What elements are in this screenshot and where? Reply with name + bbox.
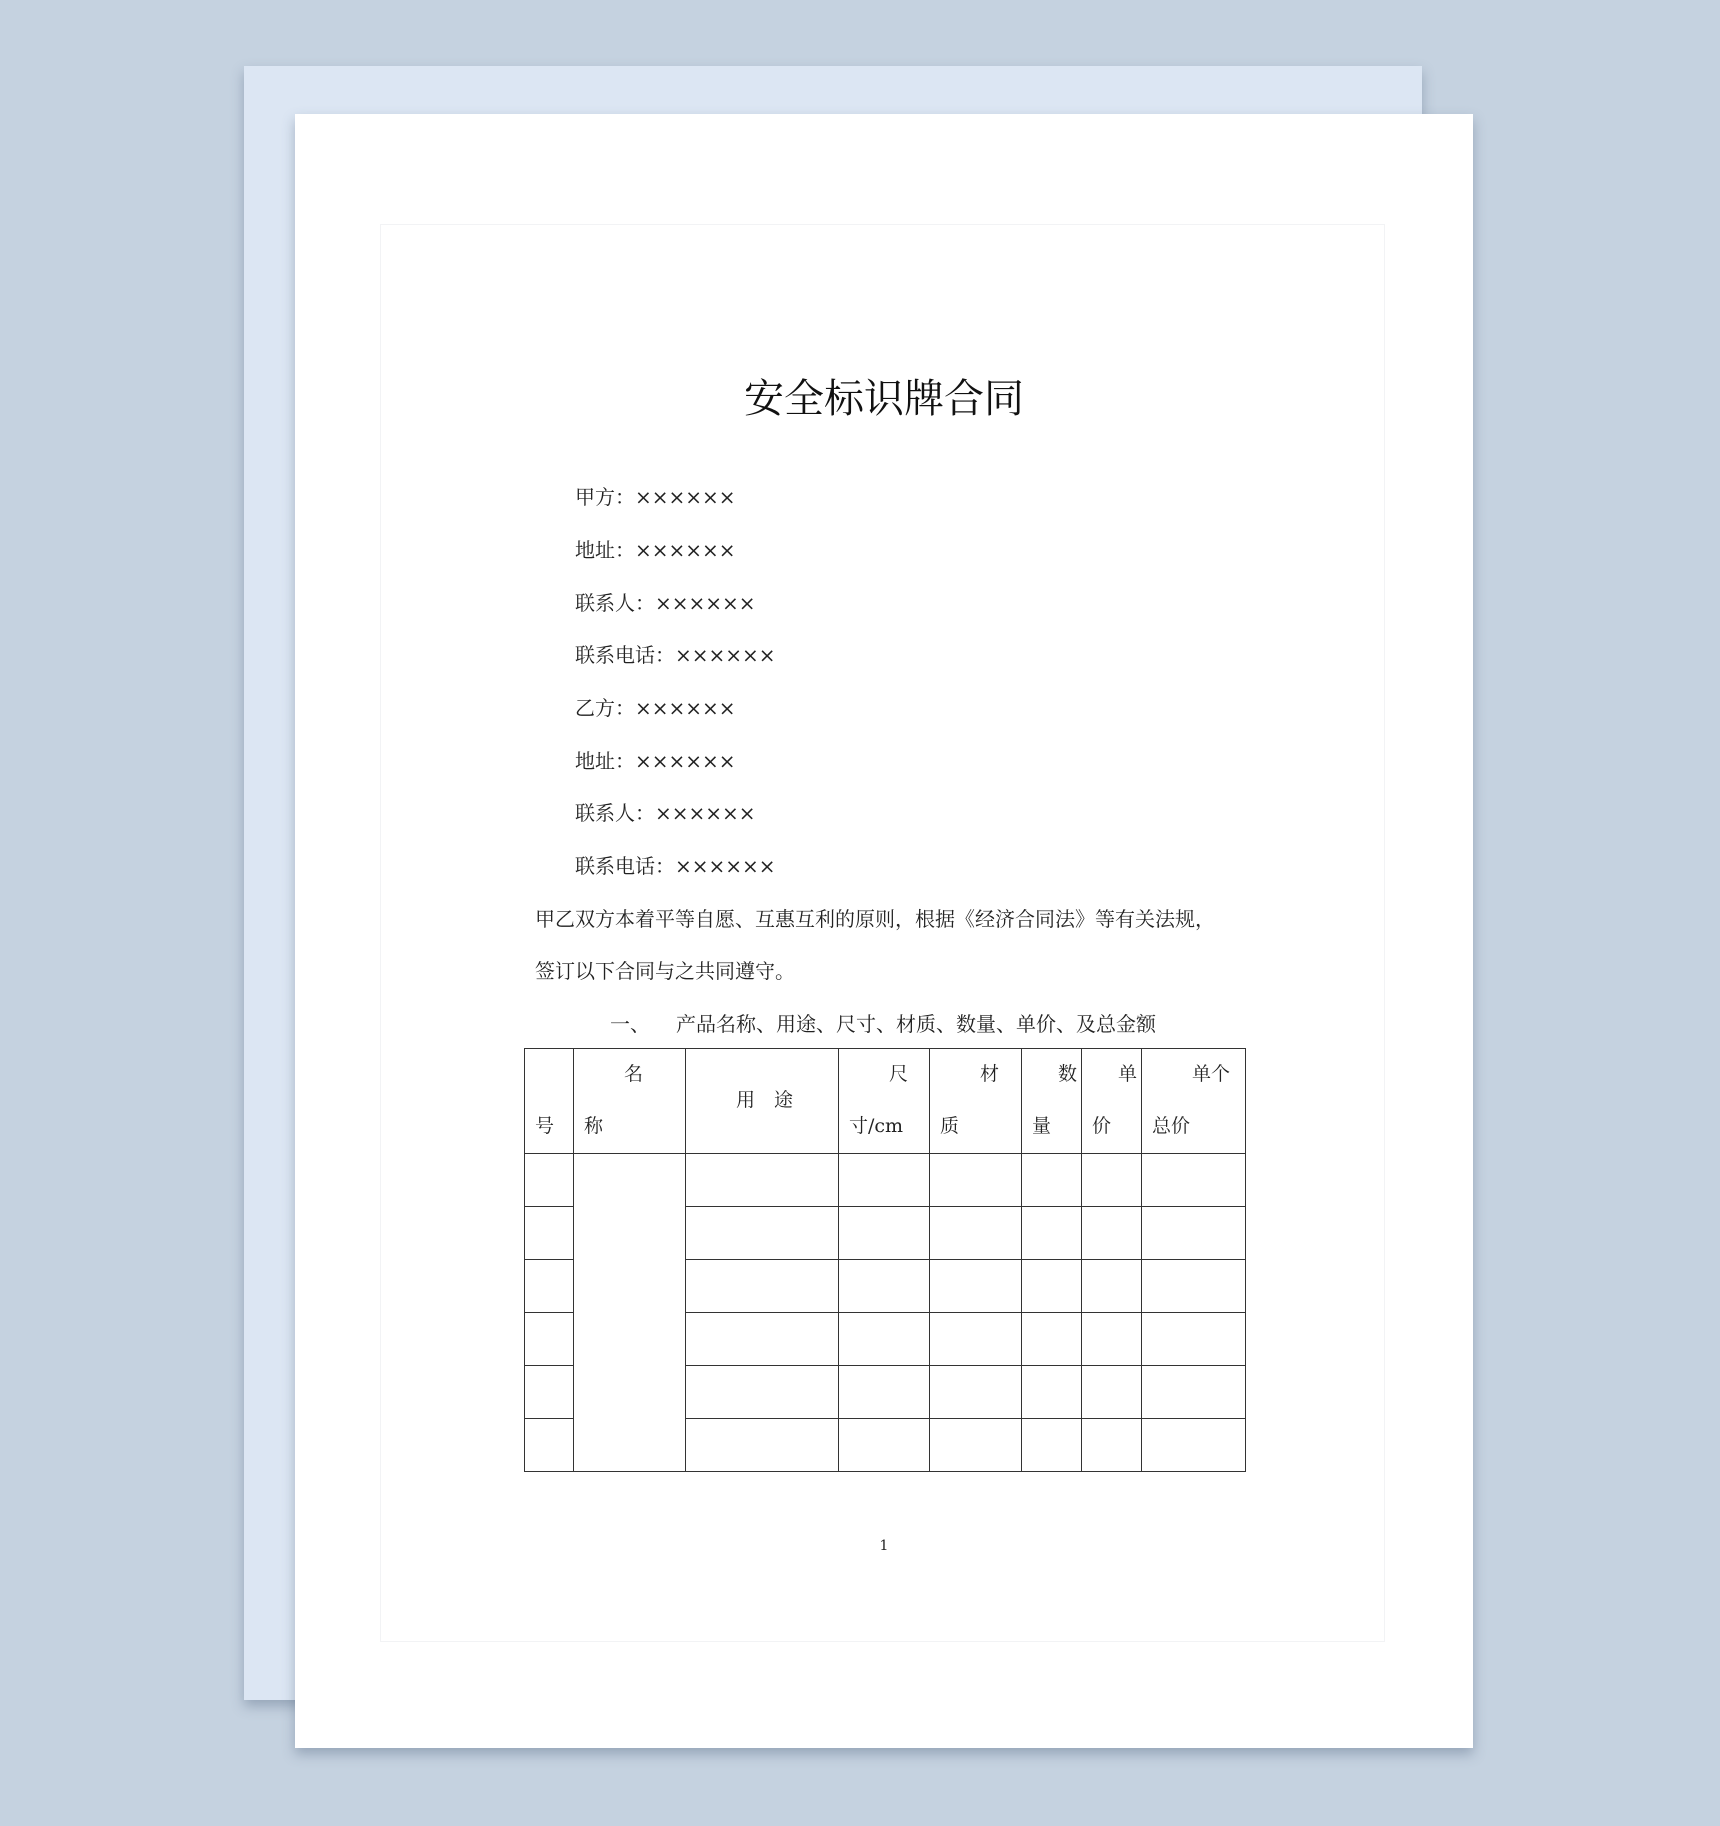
party-a-phone: 联系电话：×××××× bbox=[575, 643, 776, 667]
header-name-bottom: 称 bbox=[584, 1115, 604, 1137]
party-a-address: 地址：×××××× bbox=[575, 538, 736, 562]
header-material-bottom: 质 bbox=[940, 1115, 960, 1137]
party-b-contact: 联系人：×××××× bbox=[575, 801, 756, 825]
section-1-heading bbox=[610, 1012, 1156, 1036]
header-usage-label: 用 途 bbox=[736, 1089, 794, 1111]
table-cell-material bbox=[930, 1154, 1022, 1207]
table-cell-size bbox=[839, 1419, 930, 1472]
table-cell-usage bbox=[686, 1260, 839, 1313]
preamble-line-1: 甲乙双方本着平等自愿、互惠互利的原则，根据《经济合同法》等有关法规， bbox=[535, 907, 1215, 931]
header-size bbox=[839, 1049, 930, 1154]
table-cell-usage bbox=[686, 1154, 839, 1207]
table-cell-qty bbox=[1022, 1313, 1082, 1366]
table-cell-size bbox=[839, 1260, 930, 1313]
table-cell-size bbox=[839, 1313, 930, 1366]
table-cell-qty bbox=[1022, 1260, 1082, 1313]
section-1-title: 产品名称、用途、尺寸、材质、数量、单价、及总金额 bbox=[676, 1012, 1156, 1036]
header-name bbox=[574, 1049, 686, 1154]
table-cell-size bbox=[839, 1154, 930, 1207]
party-a-contact: 联系人：×××××× bbox=[575, 591, 756, 615]
table-cell-no bbox=[525, 1207, 574, 1260]
party-a-name: 甲方：×××××× bbox=[575, 485, 736, 509]
page-number: 1 bbox=[879, 1538, 889, 1554]
table-cell-price bbox=[1082, 1419, 1142, 1472]
table-cell-material bbox=[930, 1260, 1022, 1313]
header-name-top: 名 bbox=[624, 1063, 644, 1085]
table-cell-total bbox=[1142, 1313, 1246, 1366]
header-material-top: 材 bbox=[980, 1063, 1000, 1085]
header-price-top: 单 bbox=[1118, 1063, 1138, 1085]
table-cell-usage bbox=[686, 1366, 839, 1419]
table-cell-total bbox=[1142, 1260, 1246, 1313]
header-qty-top: 数 bbox=[1058, 1063, 1078, 1085]
table-cell-qty bbox=[1022, 1366, 1082, 1419]
table-cell-size bbox=[839, 1207, 930, 1260]
header-size-top: 尺 bbox=[889, 1063, 909, 1085]
document-page bbox=[295, 114, 1473, 1748]
table-cell-name-merged bbox=[574, 1154, 686, 1472]
table-cell-size bbox=[839, 1366, 930, 1419]
table-cell-material bbox=[930, 1366, 1022, 1419]
table-cell-total bbox=[1142, 1207, 1246, 1260]
header-total bbox=[1142, 1049, 1246, 1154]
product-table bbox=[524, 1048, 1246, 1472]
header-material bbox=[930, 1049, 1022, 1154]
table-cell-price bbox=[1082, 1366, 1142, 1419]
table-header-row bbox=[525, 1049, 1246, 1154]
table-cell-no bbox=[525, 1366, 574, 1419]
table-cell-usage bbox=[686, 1419, 839, 1472]
header-total-top: 单个 bbox=[1192, 1063, 1231, 1085]
table-cell-qty bbox=[1022, 1207, 1082, 1260]
table-cell-price bbox=[1082, 1154, 1142, 1207]
header-no bbox=[525, 1049, 574, 1154]
table-cell-no bbox=[525, 1313, 574, 1366]
table-row bbox=[525, 1154, 1246, 1207]
table-cell-total bbox=[1142, 1366, 1246, 1419]
header-no-label: 号 bbox=[535, 1115, 555, 1137]
table-cell-price bbox=[1082, 1260, 1142, 1313]
table-cell-material bbox=[930, 1207, 1022, 1260]
table-cell-no bbox=[525, 1154, 574, 1207]
header-price-bottom: 价 bbox=[1092, 1115, 1112, 1137]
header-total-bottom: 总价 bbox=[1152, 1115, 1191, 1137]
table-cell-total bbox=[1142, 1419, 1246, 1472]
table-cell-material bbox=[930, 1313, 1022, 1366]
section-1-number: 一、 bbox=[610, 1012, 650, 1036]
table-cell-usage bbox=[686, 1313, 839, 1366]
table-cell-usage bbox=[686, 1207, 839, 1260]
header-size-bottom: 寸/cm bbox=[849, 1115, 904, 1137]
table-cell-qty bbox=[1022, 1154, 1082, 1207]
table-cell-price bbox=[1082, 1207, 1142, 1260]
header-price bbox=[1082, 1049, 1142, 1154]
document-title: 安全标识牌合同 bbox=[744, 376, 1024, 422]
header-qty bbox=[1022, 1049, 1082, 1154]
header-usage bbox=[686, 1049, 839, 1154]
preamble-line-2: 签订以下合同与之共同遵守。 bbox=[535, 959, 795, 983]
party-b-name: 乙方：×××××× bbox=[575, 696, 736, 720]
table-cell-no bbox=[525, 1260, 574, 1313]
table-cell-total bbox=[1142, 1154, 1246, 1207]
party-b-phone: 联系电话：×××××× bbox=[575, 854, 776, 878]
table-cell-no bbox=[525, 1419, 574, 1472]
table-cell-material bbox=[930, 1419, 1022, 1472]
header-qty-bottom: 量 bbox=[1032, 1115, 1052, 1137]
table-cell-price bbox=[1082, 1313, 1142, 1366]
party-b-address: 地址：×××××× bbox=[575, 749, 736, 773]
table-cell-qty bbox=[1022, 1419, 1082, 1472]
